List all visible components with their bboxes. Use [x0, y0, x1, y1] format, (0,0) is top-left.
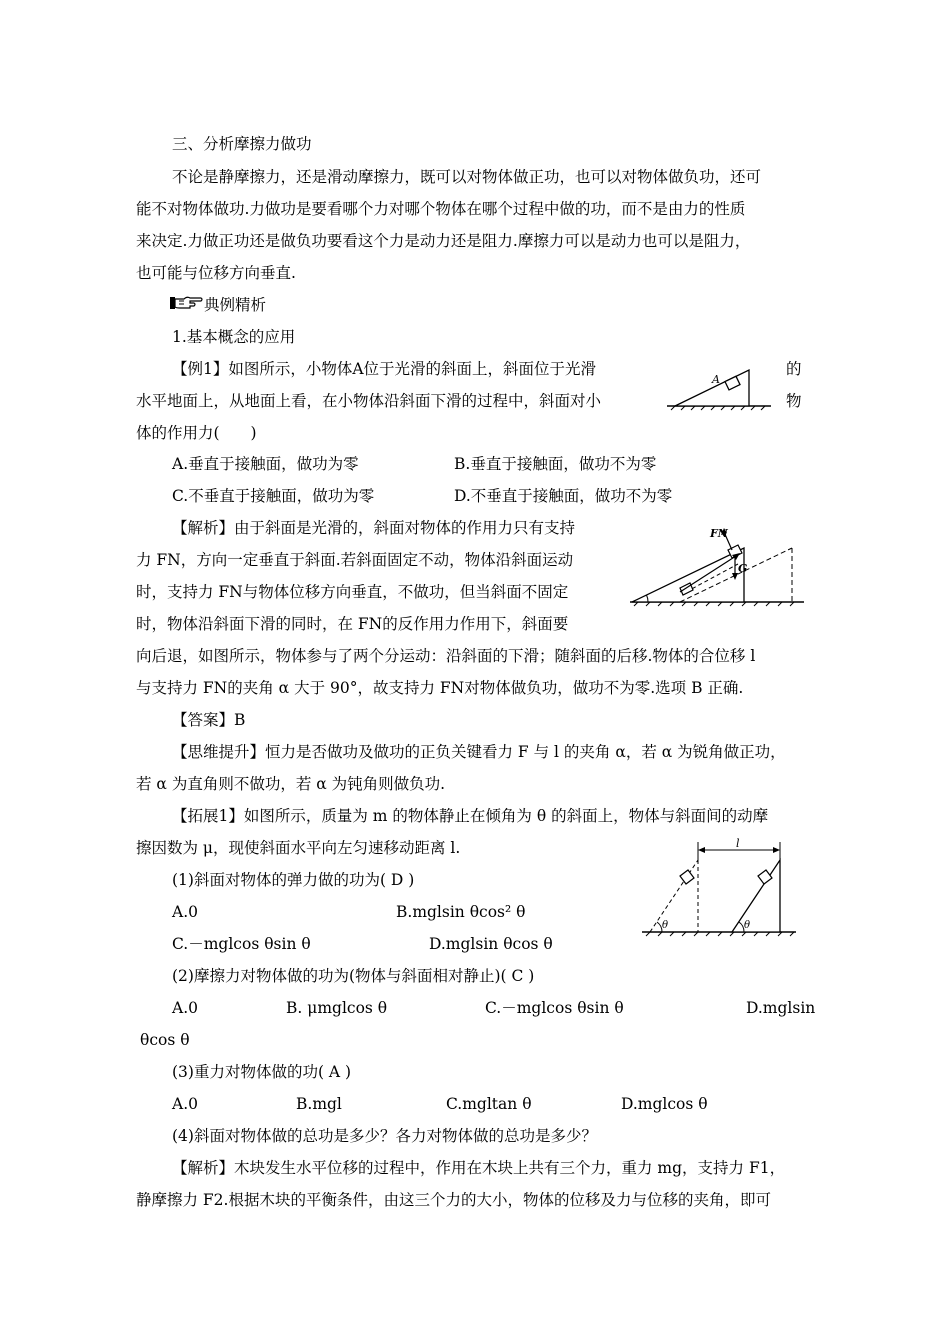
insight-line: 若 α 为直角则不做功，若 α 为钝角则做负功. [136, 775, 446, 793]
typical-title: 典例精析 [204, 296, 267, 314]
analysis-line: 【解析】由于斜面是光滑的，斜面对物体的作用力只有支持 [172, 519, 576, 537]
example-line: 【例1】如图所示，小物体A位于光滑的斜面上，斜面位于光滑 [172, 360, 597, 378]
topic-heading: 1.基本概念的应用 [172, 328, 296, 346]
analysis-line: 时，物体沿斜面下滑的同时，在 FN的反作用力作用下，斜面要 [136, 615, 569, 633]
q1-option-d: D.mglsin θcos θ [429, 935, 553, 953]
option-b: B.垂直于接触面，做功不为零 [454, 455, 657, 473]
paragraph-line: 能不对物体做功.力做功是要看哪个力对哪个物体在哪个过程中做的功，而不是由力的性质 [136, 200, 746, 218]
option-a: A.垂直于接触面，做功为零 [172, 455, 359, 473]
analysis-line: 向后退，如图所示，物体参与了两个分运动：沿斜面的下滑；随斜面的后移.物体的合位移 l [136, 647, 756, 665]
answer: 【答案】B [172, 711, 246, 729]
extension-line: 【拓展1】如图所示，质量为 m 的物体静止在倾角为 θ 的斜面上，物体与斜面间的动摩 [172, 807, 769, 825]
q3-option-b: B.mgl [296, 1095, 342, 1113]
fn-label: FN [710, 527, 728, 540]
pointing-hand-icon [170, 295, 204, 311]
paragraph-line: 也可能与位移方向垂直. [136, 264, 296, 282]
analysis-line: 时，支持力 FN与物体位移方向垂直，不做功，但当斜面不固定 [136, 583, 569, 601]
question-4: (4)斜面对物体做的总功是多少？各力对物体做的总功是多少？ [172, 1127, 597, 1145]
q1-option-a: A.0 [172, 903, 198, 921]
example-line: 体的作用力( ) [136, 424, 257, 442]
g-label: G [738, 562, 748, 575]
q2-option-c: C.－mglcos θsin θ [485, 999, 624, 1017]
block-label: A [712, 373, 720, 386]
paragraph-line: 来决定.力做正功还是做负功要看这个力是动力还是阻力.摩擦力可以是动力也可以是阻力， [136, 232, 751, 250]
incline-figure [665, 362, 775, 412]
insight-line: 【思维提升】恒力是否做功及做功的正负关键看力 F 与 l 的夹角 α，若 α 为锐角做正功， [172, 743, 786, 761]
q2-option-d-cont: θcos θ [140, 1031, 190, 1049]
analysis-line: 静摩擦力 F2.根据木块的平衡条件，由这三个力的大小，物体的位移及力与位移的夹角，即可 [136, 1191, 771, 1209]
question-3: (3)重力对物体做的功( A ) [172, 1063, 352, 1081]
example-line: 水平地面上，从地面上看，在小物体沿斜面下滑的过程中，斜面对小 [136, 392, 602, 410]
question-2: (2)摩擦力对物体做的功为(物体与斜面相对静止)( C ) [172, 967, 535, 985]
analysis-line: 力 FN，方向一定垂直于斜面.若斜面固定不动，物体沿斜面运动 [136, 551, 574, 569]
analysis-line: 【解析】木块发生水平位移的过程中，作用在木块上共有三个力，重力 mg，支持力 F1， [172, 1159, 786, 1177]
q3-option-a: A.0 [172, 1095, 198, 1113]
q1-option-c: C.－mglcos θsin θ [172, 935, 311, 953]
option-c: C.不垂直于接触面，做功为零 [172, 487, 375, 505]
theta-label: θ [662, 920, 669, 931]
section-title: 三、分析摩擦力做功 [172, 135, 312, 153]
analysis-line: 与支持力 FN的夹角 α 大于 90°，故支持力 FN对物体做负功，做功不为零.选项 B 正确. [136, 679, 744, 697]
paragraph-line: 不论是静摩擦力，还是滑动摩擦力，既可以对物体做正功，也可以对物体做负功，还可 [172, 168, 762, 186]
force-figure [628, 520, 808, 610]
q3-option-c: C.mgltan θ [446, 1095, 532, 1113]
theta-label: θ [744, 920, 751, 931]
displacement-figure [640, 837, 800, 945]
option-d: D.不垂直于接触面，做功不为零 [454, 487, 673, 505]
example-line-end: 物 [786, 392, 802, 410]
q2-option-b: B. μmglcos θ [286, 999, 388, 1017]
extension-line: 擦因数为 μ，现使斜面水平向左匀速移动距离 l. [136, 839, 461, 857]
l-label: l [736, 837, 740, 850]
q2-option-a: A.0 [172, 999, 198, 1017]
question-1: (1)斜面对物体的弹力做的功为( D ) [172, 871, 415, 889]
q2-option-d: D.mglsin [746, 999, 816, 1017]
q3-option-d: D.mglcos θ [621, 1095, 708, 1113]
example-line-end: 的 [786, 360, 802, 378]
q1-option-b: B.mglsin θcos² θ [396, 903, 526, 921]
